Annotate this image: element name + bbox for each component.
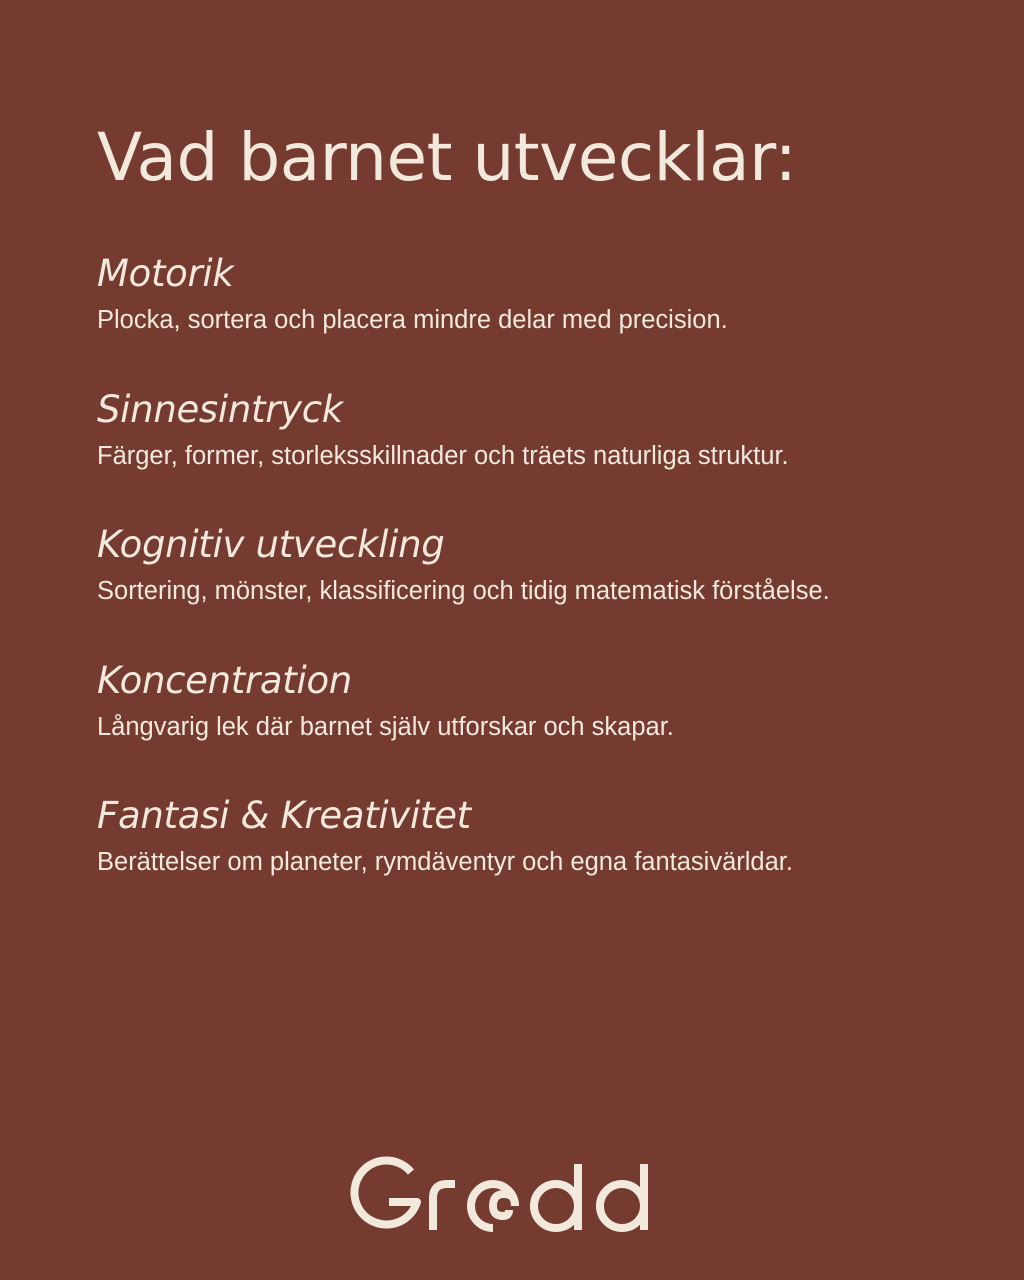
benefit-title: Sinnesintryck: [97, 387, 343, 431]
headline: Vad barnet utvecklar:: [97, 119, 797, 196]
benefit-description: Färger, former, storleksskillnader och träets naturliga struktur.: [97, 441, 789, 470]
benefit-description: Sortering, mönster, klassificering och tidig matematisk förståelse.: [97, 577, 830, 605]
benefit-item-kognitiv-utveckling: [97, 521, 977, 657]
benefit-item-fantasi-kreativitet: [97, 792, 977, 928]
benefit-item-sinnesintryck: [97, 386, 977, 522]
benefit-title: Fantasi & Kreativitet: [97, 794, 471, 837]
benefit-item-motorik: [97, 250, 977, 386]
benefit-title: Kognitiv utveckling: [97, 523, 445, 566]
benefit-description: Långvarig lek där barnet själv utforskar och skapar.: [97, 712, 674, 741]
benefit-description: Berättelser om planeter, rymdäventyr och egna fantasivärldar.: [97, 848, 793, 876]
brand-logo: [0, 1150, 1024, 1250]
benefit-title: Motorik: [97, 252, 234, 295]
benefit-item-koncentration: [97, 657, 977, 793]
grodd-logo-icon: [347, 1150, 677, 1240]
benefit-title: Koncentration: [97, 658, 352, 702]
benefit-description: Plocka, sortera och placera mindre delar med precision.: [97, 306, 728, 334]
benefit-list: [97, 250, 977, 928]
